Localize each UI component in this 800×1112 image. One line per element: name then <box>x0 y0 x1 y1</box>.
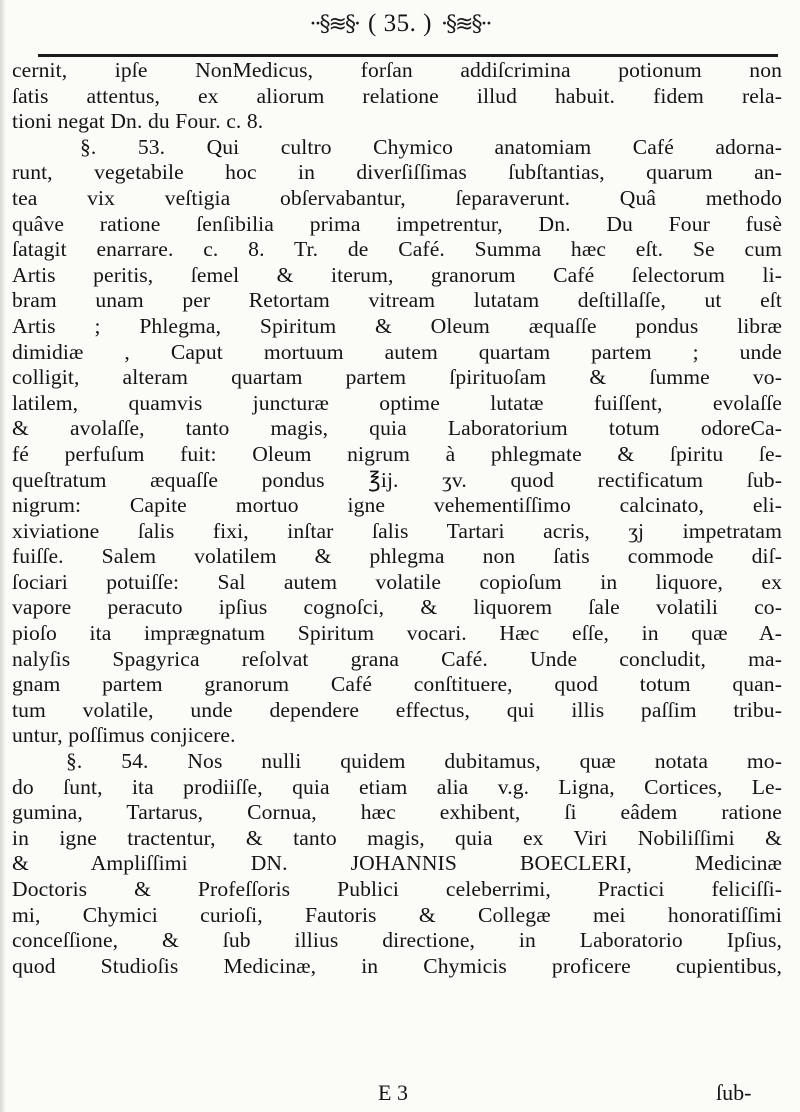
text-line: cernit, ipſe NonMedicus, forſan addiſcrimina potionum non <box>12 58 782 82</box>
text-line: Artis peritis, ſemel & iterum, granorum Café ſelectorum li- <box>12 262 782 287</box>
text-line: Doctoris & Profeſſoris Publici celeberrimi, Practici feliciſſi- <box>12 877 782 901</box>
text-line: untur, poſſimus conjicere. <box>12 723 236 748</box>
text-line: tioni negat Dn. du Four. c. 8. <box>12 109 264 134</box>
text-line: pioſo ita imprægnatum Spiritum vocari. Hæc eſſe, in quæ A- <box>12 621 782 646</box>
text-line: fé perfuſum fuit: Oleum nigrum à phlegmate & ſpiritu ſe- <box>12 441 782 466</box>
text-line: xiviatione ſalis fixi, inſtar ſalis Tartari acris, ʒj impetratam <box>12 518 782 543</box>
text-line: colligit, alteram quartam partem ſpirituoſam & ſumme vo- <box>12 365 782 390</box>
catchword: ſub- <box>716 1080 752 1105</box>
page-number: ( 35. ) <box>368 10 432 37</box>
page-footer <box>0 1080 800 1108</box>
header-ornament-left: ··§≋§· <box>309 11 359 37</box>
text-line: & avolaſſe, tanto magis, quia Laboratorium totum odoreCa- <box>12 416 782 441</box>
text-line: §. 54. Nos nulli quidem dubitamus, quæ notata mo- <box>66 749 782 774</box>
text-line: conceſſione, & ſub illius directione, in Laboratorio Ipſius, <box>12 928 782 953</box>
text-line: bram unam per Retortam vitream lutatam deſtillaſſe, ut eſt <box>12 288 782 313</box>
text-line: ſociari potuiſſe: Sal autem volatile copioſum in liquore, ex <box>12 569 782 594</box>
text-line: nigrum: Capite mortuo igne vehementiſſimo calcinato, eli- <box>12 493 782 518</box>
header-rule <box>38 54 778 57</box>
text-line: fuiſſe. Salem volatilem & phlegma non ſatis commode diſ- <box>12 544 782 569</box>
text-line: dimidiæ , Caput mortuum autem quartam partem ; unde <box>12 339 782 364</box>
page-edge-shadow <box>0 0 6 1112</box>
text-line: quod Studioſis Medicinæ, in Chymicis proficere cupientibus, <box>12 953 782 978</box>
text-line: tum volatile, unde dependere effectus, qui illis paſſim tribu- <box>12 697 782 722</box>
text-line: Artis ; Phlegma, Spiritum & Oleum æquaſſe pondus libræ <box>12 313 782 338</box>
text-line: ſatis attentus, ex aliorum relatione illud habuit. fidem rela- <box>12 83 782 108</box>
text-line: do ſunt, ita prodiiſſe, quia etiam alia v.g. Ligna, Cortices, Le- <box>12 774 782 799</box>
text-line: mi, Chymici curioſi, Fautoris & Collegæ mei honoratiſſimi <box>12 902 782 927</box>
text-line: runt, vegetabile hoc in diverſiſſimas ſubſtantias, quarum an- <box>12 160 782 185</box>
text-line: latilem, quamvis juncturæ optime lutatæ fuiſſent, evolaſſe <box>12 390 782 415</box>
text-line: ſatagit enarrare. c. 8. Tr. de Café. Summa hæc eſt. Se cum <box>12 237 782 262</box>
text-line: & Ampliſſimi DN. JOHANNIS BOECLERI, Medicinæ <box>12 851 782 876</box>
text-line: quâve ratione ſenſibilia prima impetrentur, Dn. Du Four fusè <box>12 211 782 236</box>
running-header <box>0 10 800 50</box>
text-line: queſtratum æquaſſe pondus ℥ij. ʒv. quod rectificatum ſub- <box>12 467 782 492</box>
text-line: vapore peracuto ipſius cognoſci, & liquorem ſale volatili co- <box>12 595 782 620</box>
text-line: §. 53. Qui cultro Chymico anatomiam Café adorna- <box>80 134 782 159</box>
text-line: gumina, Tartarus, Cornua, hæc exhibent, ſi eâdem ratione <box>12 800 782 825</box>
text-line: tea vix veſtigia obſervabantur, ſeparaverunt. Quâ methodo <box>12 185 782 210</box>
text-line: in igne tractentur, & tanto magis, quia ex Viri Nobiliſſimi & <box>12 825 782 850</box>
text-line: gnam partem granorum Café conſtituere, quod totum quan- <box>12 672 782 697</box>
text-line: nalyſis Spagyrica reſolvat grana Café. Unde concludit, ma- <box>12 646 782 671</box>
signature-mark: E 3 <box>378 1080 408 1105</box>
header-ornament-right: ·§≋§·· <box>441 11 491 37</box>
body-text <box>12 58 782 979</box>
